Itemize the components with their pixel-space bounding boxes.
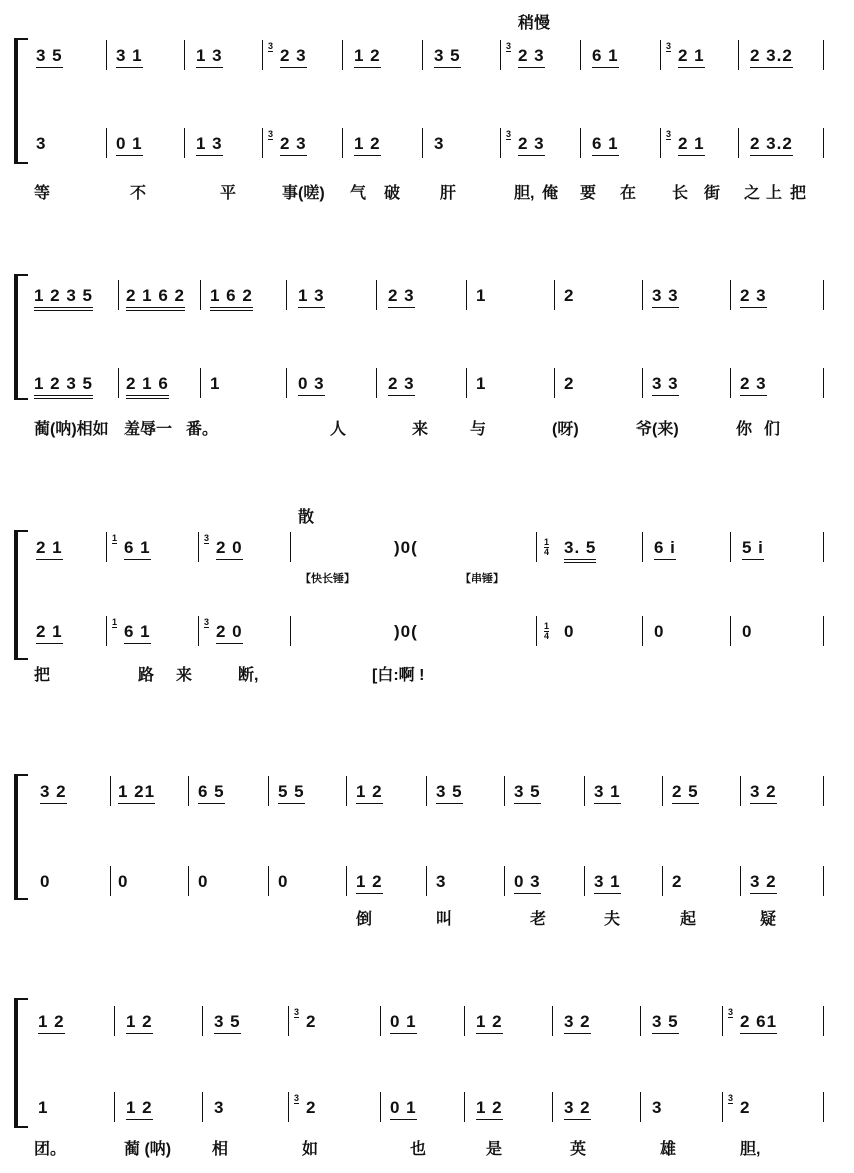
measure: 3 5 <box>36 46 63 68</box>
measure: 0 1 <box>116 134 143 156</box>
barline <box>740 866 741 896</box>
measure: 3 3 <box>652 286 679 308</box>
lyric: 事(嗟) <box>282 185 325 202</box>
lyric: 夫 <box>604 911 621 928</box>
barline <box>114 1092 115 1122</box>
barline <box>198 616 199 646</box>
barline <box>376 280 377 310</box>
lyric: 老 <box>530 911 547 928</box>
lyric: 你 <box>736 421 753 438</box>
upper-staff <box>0 40 854 74</box>
lyric: 团。 <box>34 1141 67 1158</box>
lower-staff <box>0 866 854 900</box>
lyric: 胆, <box>740 1141 761 1158</box>
barline <box>584 866 585 896</box>
barline <box>290 532 291 562</box>
lyric: 路 <box>138 667 155 684</box>
barline <box>188 776 189 806</box>
barline <box>662 866 663 896</box>
end-barline <box>823 368 824 398</box>
measure: 2 3.2 <box>750 134 793 156</box>
end-barline <box>823 616 824 646</box>
measure: 0 1 <box>390 1098 417 1120</box>
barline <box>730 280 731 310</box>
barline <box>288 1092 289 1122</box>
lyrics-line <box>0 180 854 204</box>
barline <box>268 776 269 806</box>
barline <box>426 866 427 896</box>
lyric: 番。 <box>186 421 219 438</box>
barline <box>536 616 537 646</box>
measure: 3 2 <box>750 782 777 804</box>
barline <box>580 128 581 158</box>
measure: 3 5 <box>436 782 463 804</box>
measure: 0 <box>118 872 129 891</box>
barline <box>198 532 199 562</box>
end-barline <box>823 1006 824 1036</box>
grace-mark: 3 <box>268 41 274 51</box>
barline <box>118 280 119 310</box>
lyric: 蔺 (呐) <box>124 1141 172 1158</box>
upper-staff <box>0 1006 854 1040</box>
lyric: 俺 <box>542 185 559 202</box>
measure: 0 3 <box>514 872 541 894</box>
barline <box>730 368 731 398</box>
barline <box>554 368 555 398</box>
barline <box>118 368 119 398</box>
lyrics-line <box>0 1136 854 1160</box>
end-barline <box>823 280 824 310</box>
lyric: 等 <box>34 185 51 202</box>
lyric: 蔺(呐)相如 <box>34 421 109 438</box>
lyric: [白:啊 ! <box>372 667 425 684</box>
measure: 2 1 <box>36 538 63 560</box>
barline <box>268 866 269 896</box>
measure: 6 1 <box>592 134 619 156</box>
measure: 3 <box>214 1098 225 1117</box>
barline <box>184 128 185 158</box>
measure: 3 3 <box>652 374 679 396</box>
barline <box>422 40 423 70</box>
barline <box>662 776 663 806</box>
barline <box>722 1092 723 1122</box>
barline <box>422 128 423 158</box>
barline <box>286 280 287 310</box>
lyric: 如 <box>302 1141 319 1158</box>
measure: 0 <box>654 622 665 641</box>
measure: 0 <box>742 622 753 641</box>
end-barline <box>823 866 824 896</box>
barline <box>200 280 201 310</box>
tempo-marking: 散 <box>298 509 315 526</box>
barline <box>580 40 581 70</box>
measure: 1 2 <box>38 1012 65 1034</box>
barline <box>106 128 107 158</box>
measure: 1 2 <box>476 1098 503 1120</box>
measure: 2 1 6 <box>126 374 169 399</box>
measure: 3 2 <box>564 1098 591 1120</box>
barline <box>342 128 343 158</box>
end-barline <box>823 1092 824 1122</box>
barline <box>642 368 643 398</box>
barline <box>730 532 731 562</box>
measure: 3 2 <box>750 872 777 894</box>
measure: 2 3 <box>280 46 307 68</box>
lyric: 叫 <box>436 911 453 928</box>
lyric: 不 <box>130 185 147 202</box>
measure: 1 <box>476 286 487 305</box>
barline <box>106 40 107 70</box>
lyric: 胆, <box>514 185 535 202</box>
lyric: 羞辱一 <box>124 421 173 438</box>
system-4 <box>0 730 854 928</box>
lyric: 平 <box>220 185 237 202</box>
measure: 1 2 3 5 <box>34 286 93 311</box>
grace-mark: 3 <box>666 41 672 51</box>
barline <box>552 1092 553 1122</box>
measure: 3 1 <box>594 872 621 894</box>
measure: 0 <box>198 872 209 891</box>
grace-mark: 3 <box>728 1093 734 1103</box>
barline <box>504 866 505 896</box>
measure: 3 1 <box>594 782 621 804</box>
grace-mark: 1 <box>112 533 118 543</box>
grace-mark: 3 <box>666 129 672 139</box>
lyric: 破 <box>384 185 401 202</box>
barline <box>188 866 189 896</box>
measure: 2 3 <box>518 134 545 156</box>
barline <box>346 776 347 806</box>
grace-mark: 3 <box>506 129 512 139</box>
barline <box>660 40 661 70</box>
grace-mark: 3 <box>506 41 512 51</box>
lyrics-line <box>0 416 854 440</box>
barline <box>466 280 467 310</box>
measure: 1 <box>38 1098 49 1117</box>
time-signature: 1 4 <box>544 537 550 557</box>
measure: 0 <box>278 872 289 891</box>
measure: 2 3 <box>740 374 767 396</box>
grace-mark: 3 <box>268 129 274 139</box>
measure: 3 2 <box>40 782 67 804</box>
barline <box>106 616 107 646</box>
lyric: 来 <box>176 667 193 684</box>
measure: 3 1 <box>116 46 143 68</box>
measure: 0 3 <box>298 374 325 396</box>
barline <box>552 1006 553 1036</box>
upper-staff <box>0 280 854 314</box>
measure: 6 1 <box>592 46 619 68</box>
measure: 3 5 <box>434 46 461 68</box>
measure: )0( <box>394 622 418 641</box>
measure: 1 2 <box>354 134 381 156</box>
measure: 6 1 <box>124 538 151 560</box>
measure: 2 <box>564 286 575 305</box>
barline <box>738 40 739 70</box>
measure: 5 5 <box>278 782 305 804</box>
barline <box>262 40 263 70</box>
measure: 3 5 <box>214 1012 241 1034</box>
measure: 0 <box>40 872 51 891</box>
upper-staff <box>0 776 854 810</box>
barline <box>466 368 467 398</box>
measure: 2 <box>564 374 575 393</box>
lyric: 英 <box>570 1141 587 1158</box>
measure: 3 5 <box>514 782 541 804</box>
measure: 3. 5 <box>564 538 596 563</box>
lower-staff <box>0 128 854 162</box>
lyric: 雄 <box>660 1141 677 1158</box>
lyric: 来 <box>412 421 429 438</box>
measure: 2 3 <box>388 286 415 308</box>
lower-staff <box>0 616 854 650</box>
barline <box>464 1006 465 1036</box>
system-3 <box>0 498 854 688</box>
end-barline <box>823 532 824 562</box>
measure: 2 0 <box>216 538 243 560</box>
measure: 1 2 <box>126 1098 153 1120</box>
upper-staff <box>0 532 854 585</box>
barline <box>740 776 741 806</box>
time-signature: 1 4 <box>544 621 550 641</box>
measure: 0 1 <box>390 1012 417 1034</box>
measure: 2 3 <box>518 46 545 68</box>
measure: 1 2 <box>476 1012 503 1034</box>
lyric: 倒 <box>356 911 373 928</box>
measure: 2 1 <box>678 46 705 68</box>
barline <box>500 128 501 158</box>
lyrics-line <box>0 906 854 930</box>
barline <box>500 40 501 70</box>
measure: 1 <box>476 374 487 393</box>
measure: 2 <box>672 872 683 891</box>
measure: 1 6 2 <box>210 286 253 311</box>
measure: 3 <box>434 134 445 153</box>
barline <box>640 1006 641 1036</box>
percussion-label: 【串锤】 <box>460 573 504 585</box>
lyrics-line <box>0 662 854 686</box>
barline <box>426 776 427 806</box>
percussion-label: 【快长锤】 <box>300 573 355 585</box>
lyric: 人 <box>330 421 347 438</box>
lyric: 起 <box>680 911 697 928</box>
grace-mark: 3 <box>728 1007 734 1017</box>
measure: 2 3 <box>388 374 415 396</box>
measure: 2 <box>740 1098 751 1117</box>
grace-mark: 3 <box>294 1093 300 1103</box>
measure: 1 3 <box>298 286 325 308</box>
grace-mark: 3 <box>294 1007 300 1017</box>
end-barline <box>823 40 824 70</box>
barline <box>380 1092 381 1122</box>
measure: 1 3 <box>196 134 223 156</box>
barline <box>262 128 263 158</box>
end-barline <box>823 128 824 158</box>
lyric: 与 <box>470 421 487 438</box>
measure: 2 5 <box>672 782 699 804</box>
measure: 1 21 <box>118 782 155 804</box>
measure: 2 <box>306 1098 317 1117</box>
barline <box>464 1092 465 1122</box>
lyric: 断, <box>238 667 259 684</box>
measure: )0( <box>394 538 418 557</box>
lyric: 把 <box>790 185 807 202</box>
lyric: 们 <box>764 421 781 438</box>
lyric: 爷(来) <box>636 421 679 438</box>
barline <box>642 532 643 562</box>
barline <box>376 368 377 398</box>
lyric: 也 <box>410 1141 427 1158</box>
barline <box>642 280 643 310</box>
grace-mark: 3 <box>204 533 210 543</box>
lower-staff <box>0 368 854 402</box>
lower-staff <box>0 1092 854 1126</box>
lyric: 要 <box>580 185 597 202</box>
barline <box>504 776 505 806</box>
barline <box>288 1006 289 1036</box>
lyric: 街 <box>704 185 721 202</box>
lyric: 疑 <box>760 911 777 928</box>
barline <box>642 616 643 646</box>
barline <box>722 1006 723 1036</box>
end-barline <box>823 776 824 806</box>
barline <box>584 776 585 806</box>
barline <box>730 616 731 646</box>
barline <box>640 1092 641 1122</box>
lyric: 长 <box>672 185 689 202</box>
measure: 3 <box>652 1098 663 1117</box>
barline <box>200 368 201 398</box>
system-2 <box>0 236 854 438</box>
measure: 2 1 <box>36 622 63 644</box>
lyric: (呀) <box>552 421 579 438</box>
measure: 2 3 <box>740 286 767 308</box>
barline <box>660 128 661 158</box>
lyric: 在 <box>620 185 637 202</box>
measure: 6 1 <box>124 622 151 644</box>
measure: 2 3 <box>280 134 307 156</box>
measure: 3 <box>36 134 47 153</box>
measure: 6 5 <box>198 782 225 804</box>
lyric: 气 <box>350 185 367 202</box>
measure: 5 i <box>742 538 764 560</box>
measure: 2 <box>306 1012 317 1031</box>
barline <box>342 40 343 70</box>
barline <box>536 532 537 562</box>
lyric: 把 <box>34 667 51 684</box>
measure: 1 2 <box>354 46 381 68</box>
measure: 0 <box>564 622 575 641</box>
barline <box>202 1092 203 1122</box>
barline <box>202 1006 203 1036</box>
tempo-marking: 稍慢 <box>518 15 551 32</box>
measure: 2 61 <box>740 1012 777 1034</box>
barline <box>286 368 287 398</box>
measure: 2 1 6 2 <box>126 286 185 311</box>
measure: 3 2 <box>564 1012 591 1034</box>
measure: 1 2 <box>126 1012 153 1034</box>
measure: 2 0 <box>216 622 243 644</box>
barline <box>110 866 111 896</box>
barline <box>106 532 107 562</box>
lyric: 肝 <box>440 185 457 202</box>
barline <box>554 280 555 310</box>
measure: 1 3 <box>196 46 223 68</box>
lyric: 是 <box>486 1141 503 1158</box>
grace-mark: 3 <box>204 617 210 627</box>
measure: 3 <box>436 872 447 891</box>
measure: 2 3.2 <box>750 46 793 68</box>
measure: 1 2 <box>356 872 383 894</box>
measure: 2 1 <box>678 134 705 156</box>
lyric: 上 <box>766 185 783 202</box>
measure: 6 i <box>654 538 676 560</box>
barline <box>184 40 185 70</box>
barline <box>114 1006 115 1036</box>
system-1 <box>0 0 854 202</box>
measure: 3 5 <box>652 1012 679 1034</box>
measure: 1 2 <box>356 782 383 804</box>
system-5 <box>0 960 854 1158</box>
barline <box>290 616 291 646</box>
measure: 1 <box>210 374 221 393</box>
barline <box>738 128 739 158</box>
barline <box>380 1006 381 1036</box>
barline <box>110 776 111 806</box>
measure: 1 2 3 5 <box>34 374 93 399</box>
grace-mark: 1 <box>112 617 118 627</box>
barline <box>346 866 347 896</box>
lyric: 相 <box>212 1141 229 1158</box>
lyric: 之 <box>744 185 761 202</box>
